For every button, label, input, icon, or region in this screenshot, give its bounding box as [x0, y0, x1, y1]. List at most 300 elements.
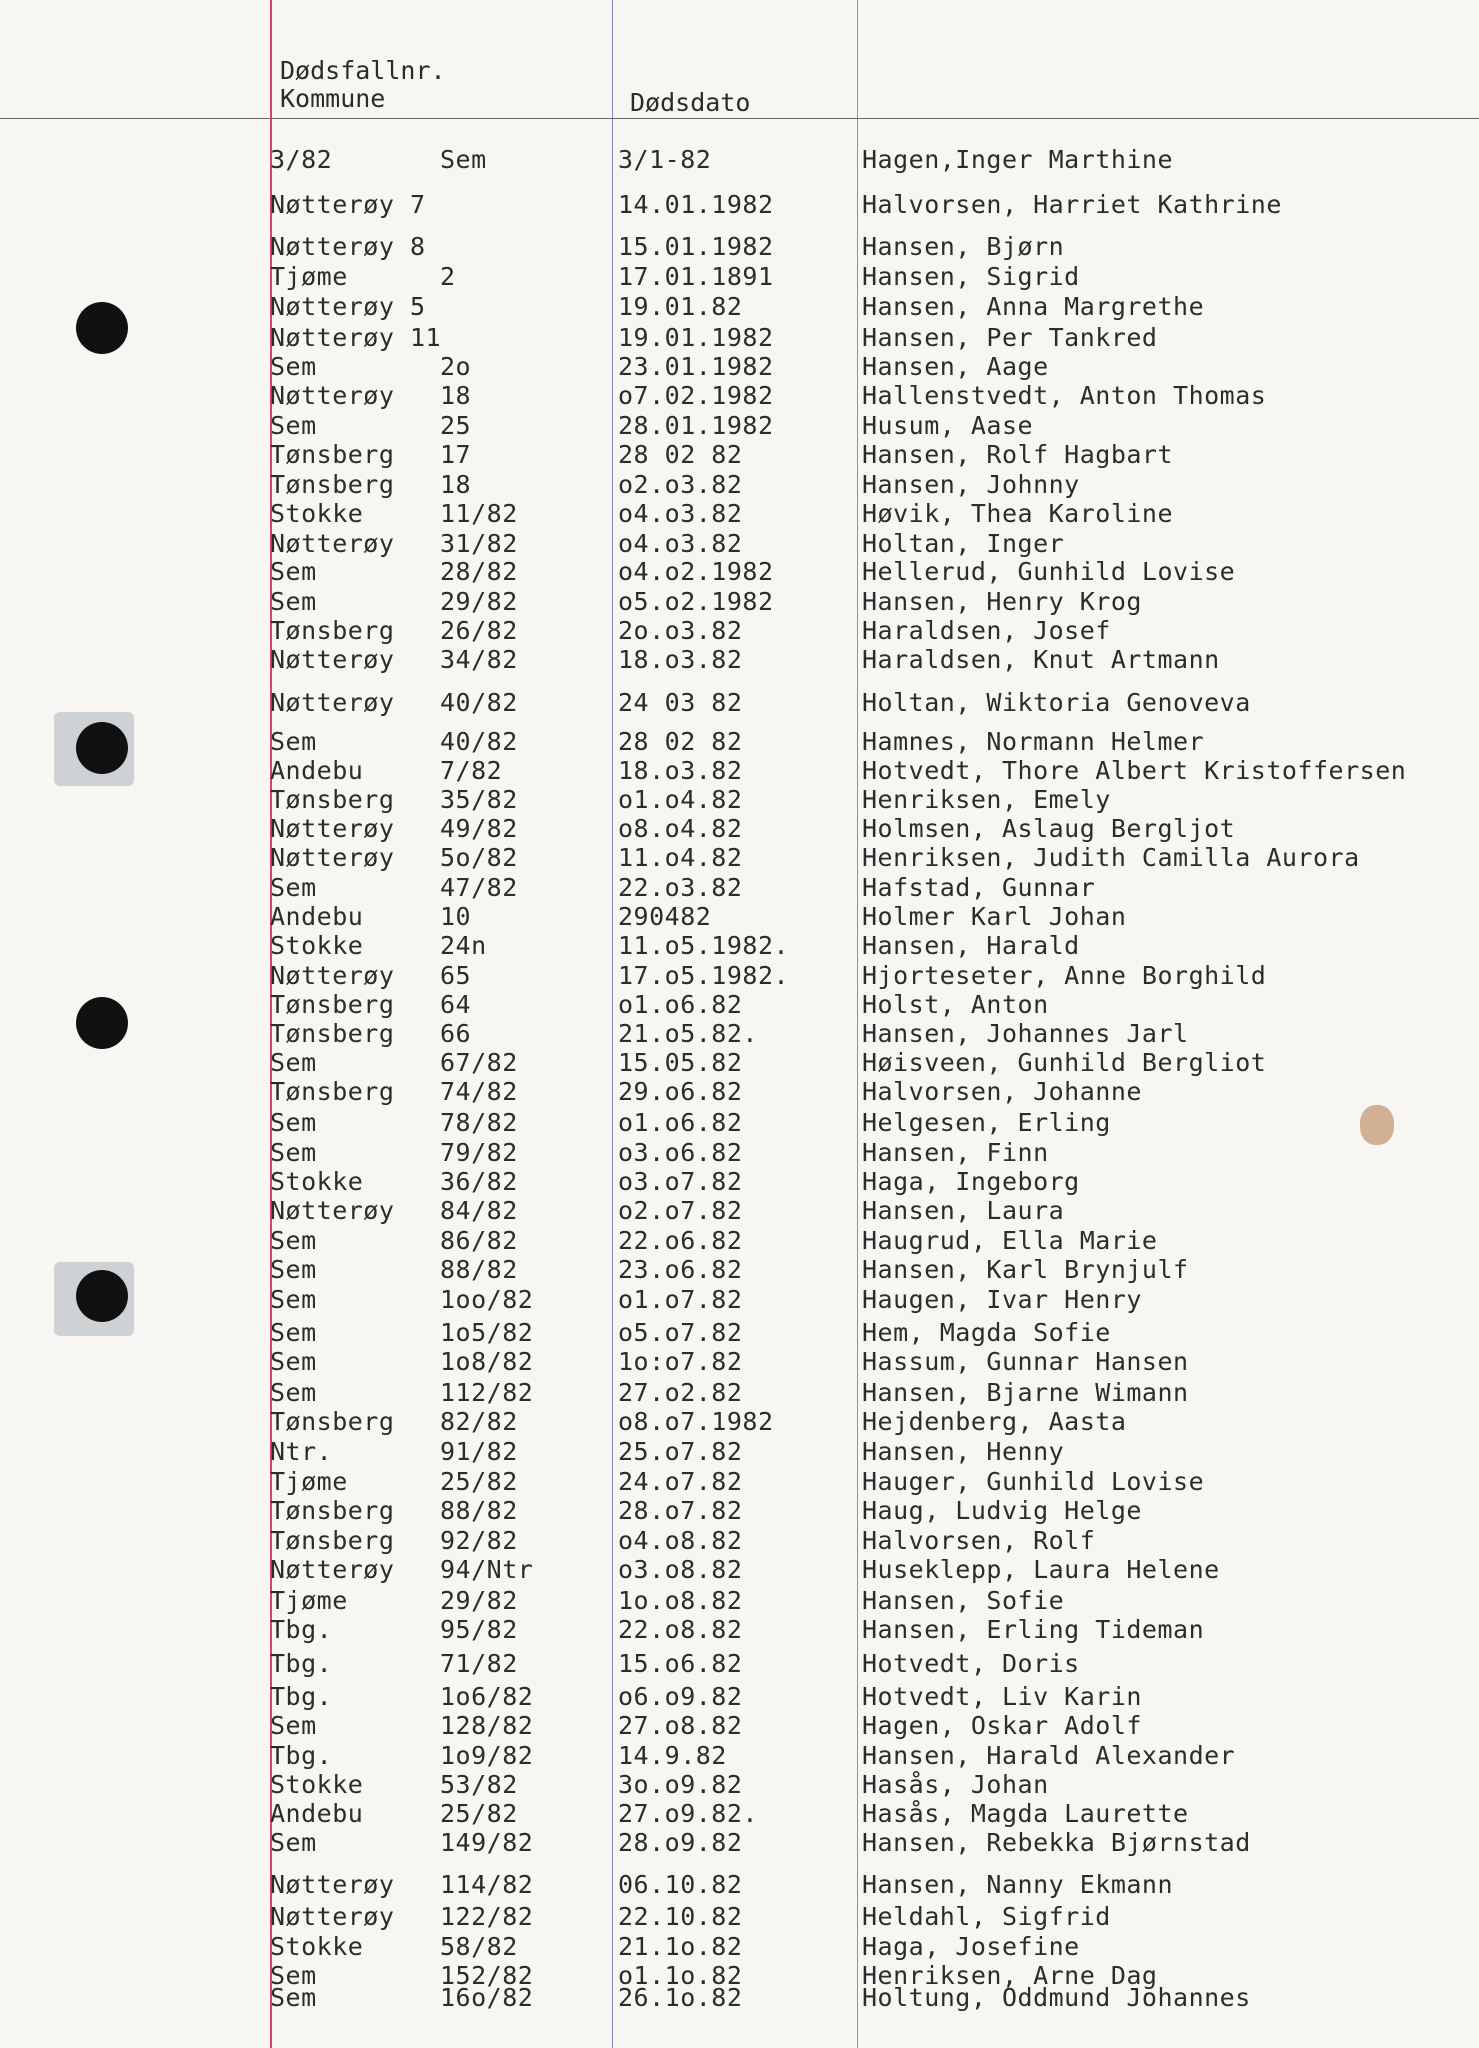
- number-cell: 53/82: [440, 1770, 518, 1799]
- date-cell: 29.o6.82: [618, 1077, 743, 1106]
- number-cell: 31/82: [440, 529, 518, 558]
- number-cell: 82/82: [440, 1407, 518, 1436]
- name-cell: Hansen, Nanny Ekmann: [862, 1870, 1174, 1899]
- register-row: [0, 756, 1479, 786]
- name-cell: Huseklepp, Laura Helene: [862, 1555, 1220, 1584]
- name-cell: Heldahl, Sigfrid: [862, 1902, 1111, 1931]
- number-cell: 2o: [440, 352, 472, 381]
- number-cell: 128/82: [440, 1711, 534, 1740]
- register-row: [0, 645, 1479, 675]
- number-cell: 26/82: [440, 616, 518, 645]
- kommune-cell: Nøtterøy: [270, 814, 395, 843]
- date-cell: o4.o8.82: [618, 1526, 743, 1555]
- number-cell: 1o6/82: [440, 1682, 534, 1711]
- kommune-cell: Sem: [270, 1108, 317, 1137]
- kommune-cell: Tønsberg: [270, 1019, 395, 1048]
- date-cell: 25.o7.82: [618, 1437, 743, 1466]
- register-row: [0, 557, 1479, 587]
- register-row: [0, 990, 1479, 1020]
- name-cell: Hagen,Inger Marthine: [862, 145, 1174, 174]
- date-cell: 14.9.82: [618, 1741, 727, 1770]
- number-cell: 5o/82: [440, 843, 518, 872]
- register-row: [0, 1318, 1479, 1348]
- kommune-cell: Tønsberg: [270, 616, 395, 645]
- kommune-cell: Ntr.: [270, 1437, 333, 1466]
- number-cell: 11/82: [440, 499, 518, 528]
- name-cell: Helgesen, Erling: [862, 1108, 1111, 1137]
- number-cell: 16o/82: [440, 1983, 534, 2012]
- name-cell: Hauger, Gunhild Lovise: [862, 1467, 1205, 1496]
- kommune-cell: Stokke: [270, 1770, 364, 1799]
- date-cell: 28.o7.82: [618, 1496, 743, 1525]
- register-row: [0, 587, 1479, 617]
- date-cell: 14.01.1982: [618, 190, 774, 219]
- kommune-cell: 3/82: [270, 145, 333, 174]
- register-row: [0, 1799, 1479, 1829]
- register-row: [0, 381, 1479, 411]
- number-cell: 18: [440, 470, 472, 499]
- kommune-cell: Nøtterøy: [270, 529, 395, 558]
- number-cell: 66: [440, 1019, 472, 1048]
- number-cell: 29/82: [440, 1586, 518, 1615]
- name-cell: Høvik, Thea Karoline: [862, 499, 1174, 528]
- register-row: [0, 232, 1479, 262]
- name-cell: Holmsen, Aslaug Bergljot: [862, 814, 1236, 843]
- number-cell: 36/82: [440, 1167, 518, 1196]
- kommune-cell: Tønsberg: [270, 785, 395, 814]
- register-row: [0, 292, 1479, 322]
- name-cell: Hejdenberg, Aasta: [862, 1407, 1127, 1436]
- date-cell: 22.o8.82: [618, 1615, 743, 1644]
- kommune-cell: Stokke: [270, 1932, 364, 1961]
- date-cell: 22.10.82: [618, 1902, 743, 1931]
- kommune-cell: Stokke: [270, 1167, 364, 1196]
- name-cell: Henriksen, Arne Dag: [862, 1961, 1158, 1990]
- name-cell: Hansen, Harald Alexander: [862, 1741, 1236, 1770]
- kommune-cell: Nøtterøy 11: [270, 323, 442, 352]
- header-underline: [0, 118, 1479, 119]
- register-row: [0, 440, 1479, 470]
- date-cell: 1o.o8.82: [618, 1586, 743, 1615]
- number-cell: 49/82: [440, 814, 518, 843]
- name-cell: Hansen, Bjørn: [862, 232, 1065, 261]
- register-row: [0, 931, 1479, 961]
- register-row: [0, 1682, 1479, 1712]
- date-cell: 24.o7.82: [618, 1467, 743, 1496]
- date-cell: o4.o2.1982: [618, 557, 774, 586]
- name-cell: Hansen, Laura: [862, 1196, 1065, 1225]
- register-row: [0, 785, 1479, 815]
- kommune-cell: Tjøme: [270, 1467, 348, 1496]
- date-cell: o1.o6.82: [618, 990, 743, 1019]
- date-cell: o1.o6.82: [618, 1108, 743, 1137]
- register-row: [0, 961, 1479, 991]
- date-cell: o8.o4.82: [618, 814, 743, 843]
- register-row: [0, 727, 1479, 757]
- number-cell: 17: [440, 440, 472, 469]
- date-cell: 24 03 82: [618, 688, 743, 717]
- number-cell: 67/82: [440, 1048, 518, 1077]
- register-row: [0, 1770, 1479, 1800]
- date-cell: 290482: [618, 902, 712, 931]
- number-cell: 122/82: [440, 1902, 534, 1931]
- number-cell: 2: [440, 262, 456, 291]
- number-cell: 1o5/82: [440, 1318, 534, 1347]
- name-cell: Hansen, Anna Margrethe: [862, 292, 1205, 321]
- register-row: [0, 1902, 1479, 1932]
- date-cell: o8.o7.1982: [618, 1407, 774, 1436]
- date-cell: o1.o4.82: [618, 785, 743, 814]
- kommune-cell: Sem: [270, 1138, 317, 1167]
- date-cell: 19.01.82: [618, 292, 743, 321]
- number-cell: 1o8/82: [440, 1347, 534, 1376]
- date-cell: o5.o7.82: [618, 1318, 743, 1347]
- kommune-cell: Tbg.: [270, 1741, 333, 1770]
- register-row: [0, 352, 1479, 382]
- date-cell: 28 02 82: [618, 727, 743, 756]
- name-cell: Hansen, Per Tankred: [862, 323, 1158, 352]
- register-row: [0, 843, 1479, 873]
- register-row: [0, 1108, 1479, 1138]
- name-cell: Hasås, Johan: [862, 1770, 1049, 1799]
- date-cell: 1o:o7.82: [618, 1347, 743, 1376]
- date-cell: 15.o6.82: [618, 1649, 743, 1678]
- kommune-cell: Stokke: [270, 499, 364, 528]
- name-cell: Hamnes, Normann Helmer: [862, 727, 1205, 756]
- register-row: [0, 1932, 1479, 1962]
- kommune-cell: Nøtterøy: [270, 1870, 395, 1899]
- number-cell: 64: [440, 990, 472, 1019]
- kommune-cell: Nøtterøy 7: [270, 190, 426, 219]
- number-cell: 149/82: [440, 1828, 534, 1857]
- date-cell: o1.1o.82: [618, 1961, 743, 1990]
- number-cell: 84/82: [440, 1196, 518, 1225]
- number-cell: 24n: [440, 931, 487, 960]
- kommune-cell: Nøtterøy: [270, 1555, 395, 1584]
- date-cell: o3.o8.82: [618, 1555, 743, 1584]
- kommune-cell: Nøtterøy 8: [270, 232, 426, 261]
- register-row: [0, 873, 1479, 903]
- number-cell: 40/82: [440, 688, 518, 717]
- date-cell: 17.01.1891: [618, 262, 774, 291]
- number-cell: 29/82: [440, 587, 518, 616]
- name-cell: Halvorsen, Johanne: [862, 1077, 1142, 1106]
- kommune-cell: Sem: [270, 1711, 317, 1740]
- date-cell: o2.o3.82: [618, 470, 743, 499]
- register-row: [0, 1019, 1479, 1049]
- date-cell: 3o.o9.82: [618, 1770, 743, 1799]
- kommune-cell: Nøtterøy: [270, 961, 395, 990]
- date-cell: o3.o7.82: [618, 1167, 743, 1196]
- kommune-cell: Sem: [270, 1048, 317, 1077]
- register-row: [0, 1226, 1479, 1256]
- number-cell: 78/82: [440, 1108, 518, 1137]
- kommune-cell: Nøtterøy: [270, 1196, 395, 1225]
- date-cell: 22.o3.82: [618, 873, 743, 902]
- kommune-cell: Sem: [270, 1378, 317, 1407]
- name-cell: Hansen, Johnny: [862, 470, 1080, 499]
- name-cell: Hansen, Karl Brynjulf: [862, 1255, 1189, 1284]
- date-cell: 18.o3.82: [618, 645, 743, 674]
- register-row: [0, 1828, 1479, 1858]
- number-cell: 88/82: [440, 1255, 518, 1284]
- number-cell: 79/82: [440, 1138, 518, 1167]
- number-cell: 92/82: [440, 1526, 518, 1555]
- register-row: [0, 1983, 1479, 2013]
- register-row: [0, 323, 1479, 353]
- header-dodsdato: Dødsdato: [630, 88, 751, 117]
- number-cell: 86/82: [440, 1226, 518, 1255]
- register-row: [0, 1347, 1479, 1377]
- name-cell: Holmer Karl Johan: [862, 902, 1127, 931]
- date-cell: 27.o9.82.: [618, 1799, 758, 1828]
- date-cell: 15.05.82: [618, 1048, 743, 1077]
- date-cell: 23.o6.82: [618, 1255, 743, 1284]
- kommune-cell: Nøtterøy 5: [270, 292, 426, 321]
- number-cell: 1o9/82: [440, 1741, 534, 1770]
- kommune-cell: Andebu: [270, 756, 364, 785]
- date-cell: 3/1-82: [618, 145, 712, 174]
- register-row: [0, 1048, 1479, 1078]
- name-cell: Haga, Josefine: [862, 1932, 1080, 1961]
- name-cell: Høisveen, Gunhild Bergliot: [862, 1048, 1267, 1077]
- date-cell: o6.o9.82: [618, 1682, 743, 1711]
- register-row: [0, 1586, 1479, 1616]
- kommune-cell: Sem: [270, 727, 317, 756]
- register-row: [0, 1285, 1479, 1315]
- name-cell: Hotvedt, Doris: [862, 1649, 1080, 1678]
- name-cell: Henriksen, Judith Camilla Aurora: [862, 843, 1360, 872]
- kommune-cell: Nøtterøy: [270, 843, 395, 872]
- register-row: [0, 902, 1479, 932]
- date-cell: 22.o6.82: [618, 1226, 743, 1255]
- register-row: [0, 1407, 1479, 1437]
- name-cell: Hjorteseter, Anne Borghild: [862, 961, 1267, 990]
- date-cell: o4.o3.82: [618, 529, 743, 558]
- number-cell: 40/82: [440, 727, 518, 756]
- register-row: [0, 411, 1479, 441]
- number-cell: 1oo/82: [440, 1285, 534, 1314]
- date-cell: 23.01.1982: [618, 352, 774, 381]
- date-cell: 11.o4.82: [618, 843, 743, 872]
- kommune-cell: Tønsberg: [270, 440, 395, 469]
- number-cell: 58/82: [440, 1932, 518, 1961]
- kommune-cell: Tønsberg: [270, 1407, 395, 1436]
- kommune-cell: Sem: [270, 1255, 317, 1284]
- register-row: [0, 616, 1479, 646]
- date-cell: 27.o2.82: [618, 1378, 743, 1407]
- date-cell: 18.o3.82: [618, 756, 743, 785]
- date-cell: o1.o7.82: [618, 1285, 743, 1314]
- number-cell: 71/82: [440, 1649, 518, 1678]
- name-cell: Hasås, Magda Laurette: [862, 1799, 1189, 1828]
- name-cell: Husum, Aase: [862, 411, 1034, 440]
- kommune-cell: Sem: [270, 352, 317, 381]
- kommune-cell: Sem: [270, 1347, 317, 1376]
- name-cell: Hellerud, Gunhild Lovise: [862, 557, 1236, 586]
- name-cell: Hagen, Oskar Adolf: [862, 1711, 1142, 1740]
- number-cell: 35/82: [440, 785, 518, 814]
- kommune-cell: Sem: [270, 411, 317, 440]
- number-cell: 25: [440, 411, 472, 440]
- kommune-cell: Tønsberg: [270, 990, 395, 1019]
- number-cell: 25/82: [440, 1467, 518, 1496]
- number-cell: 10: [440, 902, 472, 931]
- name-cell: Hansen, Aage: [862, 352, 1049, 381]
- name-cell: Hansen, Rolf Hagbart: [862, 440, 1174, 469]
- name-cell: Holtan, Wiktoria Genoveva: [862, 688, 1251, 717]
- number-cell: 74/82: [440, 1077, 518, 1106]
- register-row: [0, 1437, 1479, 1467]
- kommune-cell: Stokke: [270, 931, 364, 960]
- date-cell: 28 02 82: [618, 440, 743, 469]
- name-cell: Haraldsen, Josef: [862, 616, 1111, 645]
- kommune-cell: Sem: [270, 1828, 317, 1857]
- register-row: [0, 499, 1479, 529]
- number-cell: 25/82: [440, 1799, 518, 1828]
- register-row: [0, 1255, 1479, 1285]
- kommune-cell: Tjøme: [270, 262, 348, 291]
- kommune-cell: Tønsberg: [270, 470, 395, 499]
- kommune-cell: Tjøme: [270, 1586, 348, 1615]
- number-cell: 95/82: [440, 1615, 518, 1644]
- register-row: [0, 814, 1479, 844]
- number-cell: 65: [440, 961, 472, 990]
- register-row: [0, 1378, 1479, 1408]
- register-row: [0, 1615, 1479, 1645]
- kommune-cell: Sem: [270, 1318, 317, 1347]
- name-cell: Halvorsen, Harriet Kathrine: [862, 190, 1282, 219]
- register-row: [0, 1649, 1479, 1679]
- kommune-cell: Nøtterøy: [270, 645, 395, 674]
- number-cell: 28/82: [440, 557, 518, 586]
- kommune-cell: Andebu: [270, 1799, 364, 1828]
- date-cell: o2.o7.82: [618, 1196, 743, 1225]
- register-row: [0, 1496, 1479, 1526]
- date-cell: 17.o5.1982.: [618, 961, 790, 990]
- number-cell: 47/82: [440, 873, 518, 902]
- name-cell: Holtung, Oddmund Johannes: [862, 1983, 1251, 2012]
- name-cell: Henriksen, Emely: [862, 785, 1111, 814]
- name-cell: Holst, Anton: [862, 990, 1049, 1019]
- register-row: [0, 190, 1479, 220]
- name-cell: Haraldsen, Knut Artmann: [862, 645, 1220, 674]
- number-cell: Sem: [440, 145, 487, 174]
- name-cell: Hansen, Sofie: [862, 1586, 1065, 1615]
- date-cell: 28.o9.82: [618, 1828, 743, 1857]
- date-cell: 21.1o.82: [618, 1932, 743, 1961]
- date-cell: 2o.o3.82: [618, 616, 743, 645]
- register-row: [0, 529, 1479, 559]
- kommune-cell: Nøtterøy: [270, 688, 395, 717]
- kommune-cell: Sem: [270, 587, 317, 616]
- name-cell: Haug, Ludvig Helge: [862, 1496, 1142, 1525]
- date-cell: 26.1o.82: [618, 1983, 743, 2012]
- kommune-cell: Andebu: [270, 902, 364, 931]
- date-cell: 06.10.82: [618, 1870, 743, 1899]
- register-row: [0, 1526, 1479, 1556]
- kommune-cell: Nøtterøy: [270, 1902, 395, 1931]
- number-cell: 152/82: [440, 1961, 534, 1990]
- number-cell: 34/82: [440, 645, 518, 674]
- name-cell: Hansen, Erling Tideman: [862, 1615, 1205, 1644]
- register-row: [0, 1870, 1479, 1900]
- number-cell: 88/82: [440, 1496, 518, 1525]
- register-row: [0, 1711, 1479, 1741]
- register-row: [0, 470, 1479, 500]
- kommune-cell: Tbg.: [270, 1682, 333, 1711]
- number-cell: 91/82: [440, 1437, 518, 1466]
- name-cell: Hansen, Bjarne Wimann: [862, 1378, 1189, 1407]
- register-row: [0, 1467, 1479, 1497]
- kommune-cell: Tbg.: [270, 1615, 333, 1644]
- register-row: [0, 262, 1479, 292]
- date-cell: o7.02.1982: [618, 381, 774, 410]
- name-cell: Hansen, Sigrid: [862, 262, 1080, 291]
- kommune-cell: Sem: [270, 557, 317, 586]
- kommune-cell: Nøtterøy: [270, 381, 395, 410]
- name-cell: Hansen, Rebekka Bjørnstad: [862, 1828, 1251, 1857]
- register-row: [0, 688, 1479, 718]
- name-cell: Hansen, Harald: [862, 931, 1080, 960]
- header-dodsfallnr: Dødsfallnr.: [280, 56, 446, 85]
- kommune-cell: Tønsberg: [270, 1526, 395, 1555]
- name-cell: Hallenstvedt, Anton Thomas: [862, 381, 1267, 410]
- name-cell: Hem, Magda Sofie: [862, 1318, 1111, 1347]
- date-cell: 15.01.1982: [618, 232, 774, 261]
- date-cell: o4.o3.82: [618, 499, 743, 528]
- date-cell: o5.o2.1982: [618, 587, 774, 616]
- name-cell: Holtan, Inger: [862, 529, 1065, 558]
- register-row: [0, 145, 1479, 175]
- name-cell: Hassum, Gunnar Hansen: [862, 1347, 1189, 1376]
- name-cell: Halvorsen, Rolf: [862, 1526, 1096, 1555]
- kommune-cell: Sem: [270, 1961, 317, 1990]
- number-cell: 94/Ntr: [440, 1555, 534, 1584]
- kommune-cell: Tbg.: [270, 1649, 333, 1678]
- date-cell: 11.o5.1982.: [618, 931, 790, 960]
- number-cell: 18: [440, 381, 472, 410]
- kommune-cell: Sem: [270, 1226, 317, 1255]
- kommune-cell: Sem: [270, 873, 317, 902]
- number-cell: 7/82: [440, 756, 503, 785]
- name-cell: Hansen, Johannes Jarl: [862, 1019, 1189, 1048]
- date-cell: 21.o5.82.: [618, 1019, 758, 1048]
- header-kommune: Kommune: [280, 84, 386, 113]
- date-cell: 28.01.1982: [618, 411, 774, 440]
- name-cell: Haugen, Ivar Henry: [862, 1285, 1142, 1314]
- register-row: [0, 1077, 1479, 1107]
- name-cell: Hotvedt, Liv Karin: [862, 1682, 1142, 1711]
- register-row: [0, 1555, 1479, 1585]
- kommune-cell: Sem: [270, 1983, 317, 2012]
- register-row: [0, 1167, 1479, 1197]
- name-cell: Hafstad, Gunnar: [862, 873, 1096, 902]
- kommune-cell: Tønsberg: [270, 1496, 395, 1525]
- date-cell: 19.01.1982: [618, 323, 774, 352]
- date-cell: 27.o8.82: [618, 1711, 743, 1740]
- name-cell: Hansen, Henry Krog: [862, 587, 1142, 616]
- date-cell: o3.o6.82: [618, 1138, 743, 1167]
- number-cell: 112/82: [440, 1378, 534, 1407]
- kommune-cell: Tønsberg: [270, 1077, 395, 1106]
- name-cell: Hansen, Finn: [862, 1138, 1049, 1167]
- name-cell: Hansen, Henny: [862, 1437, 1065, 1466]
- register-row: [0, 1196, 1479, 1226]
- register-row: [0, 1741, 1479, 1771]
- number-cell: 114/82: [440, 1870, 534, 1899]
- kommune-cell: Sem: [270, 1285, 317, 1314]
